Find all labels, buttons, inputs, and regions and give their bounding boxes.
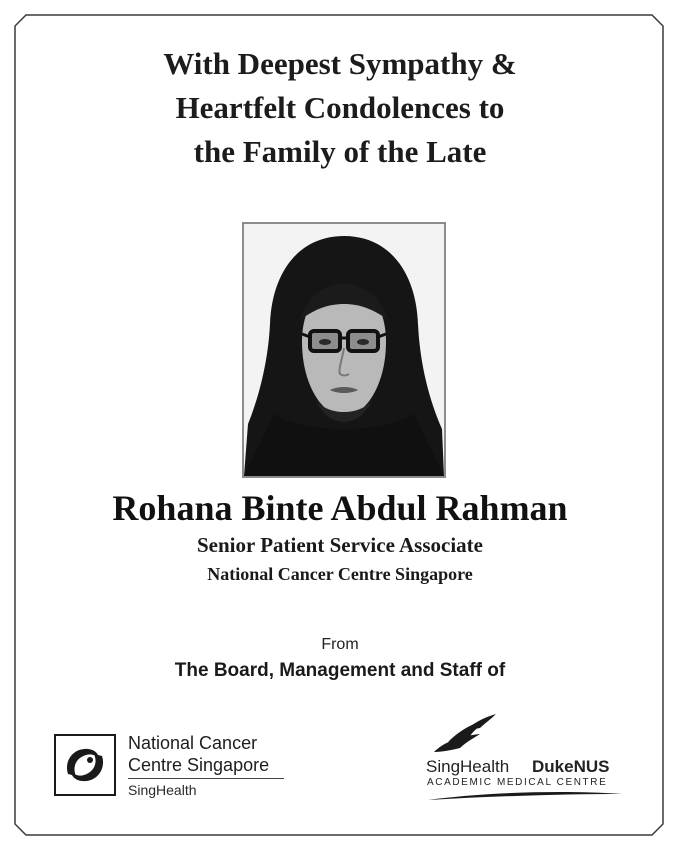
portrait-photo [242, 222, 446, 478]
from-label: From [321, 636, 359, 653]
sender-line: The Board, Management and Staff of [174, 660, 506, 681]
heading-line-2: Heartfelt Condolences to [175, 90, 505, 125]
heading-line-1: With Deepest Sympathy & [163, 46, 517, 81]
academic-medical-centre-tagline: ACADEMIC MEDICAL CENTRE [427, 777, 608, 788]
singhealth-bird-icon [430, 712, 500, 756]
deceased-name: Rohana Binte Abdul Rahman [112, 488, 568, 528]
dukenus-wordmark: DukeNUS [532, 757, 610, 776]
heading-line-3: the Family of the Late [193, 134, 487, 169]
ncc-logo-line-2: Centre Singapore [128, 755, 270, 775]
deceased-organisation: National Cancer Centre Singapore [207, 564, 473, 584]
ncc-logo-divider [128, 778, 284, 779]
ncc-emblem-icon [54, 734, 116, 796]
ncc-logo [54, 730, 314, 802]
portrait-illustration [244, 224, 444, 476]
singhealth-dukenus-logo [426, 712, 636, 807]
logo-swoosh-underline [426, 790, 626, 802]
deceased-job-title: Senior Patient Service Associate [197, 533, 483, 557]
ncc-logo-line-1: National Cancer [128, 733, 258, 753]
singhealth-wordmark: SingHealth [426, 757, 510, 776]
ncc-logo-line-3: SingHealth [128, 782, 197, 798]
condolence-heading [0, 42, 680, 174]
